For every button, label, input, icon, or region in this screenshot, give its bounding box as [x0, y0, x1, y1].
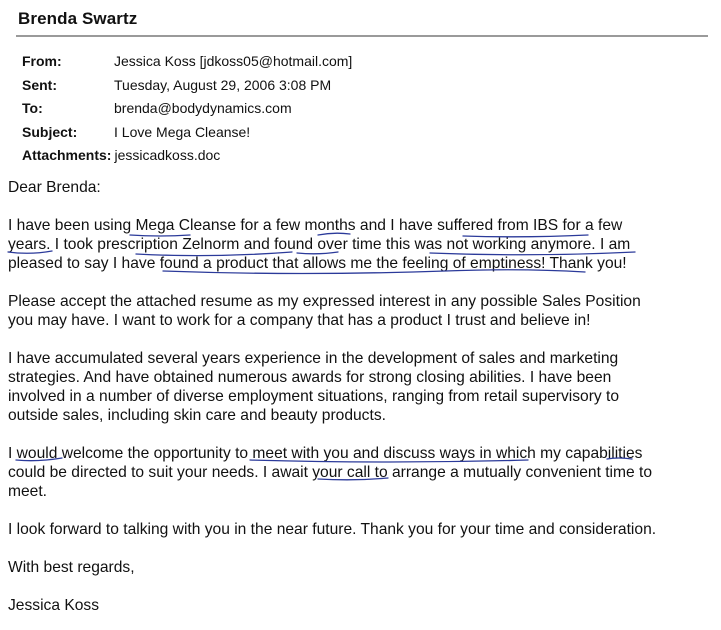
paragraph-2-line-2: you may have. I want to work for a company that has a product I trust and believe in! — [8, 312, 591, 329]
closing: With best regards, — [8, 559, 135, 576]
paragraph-3-line-4: outside sales, including skin care and beauty products. — [8, 407, 386, 424]
from-value: Jessica Koss [jdkoss05@hotmail.com] — [114, 53, 353, 69]
attachment-file[interactable]: jessicadkoss.doc — [114, 147, 221, 164]
sent-value: Tuesday, August 29, 2006 3:08 PM — [114, 76, 332, 93]
paragraph-4-line-1: I would welcome the opportunity to meet with you and discuss ways in which my capabilities — [8, 445, 643, 462]
from-label: From: — [22, 53, 62, 69]
sent-row — [22, 74, 352, 98]
mailbox-owner-name: Brenda Swartz — [18, 9, 138, 28]
subject-row — [22, 121, 352, 145]
to-label: To: — [22, 100, 43, 117]
signature: Jessica Koss — [8, 597, 99, 614]
paragraph-1-line-1: I have been using Mega Cleanse for a few months and I have suffered from IBS for a few — [8, 217, 623, 234]
paragraph-4-line-2: could be directed to suit your needs. I await your call to arrange a mutually convenient time to — [8, 464, 653, 481]
email-body — [8, 178, 713, 615]
email-header — [22, 50, 352, 168]
paragraph-1-line-2: years. I took prescription Zelnorm and found over time this was not working anymore. I am — [8, 236, 631, 253]
paragraph-2-line-1: Please accept the attached resume as my expressed interest in any possible Sales Position — [8, 293, 641, 310]
paragraph-3-line-3: involved in a number of diverse employment situations, ranging from retail supervisory to — [8, 388, 620, 405]
attachments-label: Attachments: — [22, 147, 112, 164]
subject-value: I Love Mega Cleanse! — [114, 123, 251, 140]
to-row — [22, 97, 352, 121]
to-value: brenda@bodydynamics.com — [114, 100, 292, 117]
paragraph-4-line-3: meet. — [8, 483, 47, 500]
paragraph-5: I look forward to talking with you in the near future. Thank you for your time and consideration. — [8, 521, 657, 538]
sent-label: Sent: — [22, 76, 57, 93]
paragraph-3-line-1: I have accumulated several years experience in the development of sales and marketing — [8, 350, 619, 367]
greeting: Dear Brenda: — [8, 179, 101, 196]
paragraph-3-line-2: strategies. And have obtained numerous awards for strong closing abilities. I have been — [8, 369, 612, 386]
header-divider — [16, 35, 708, 37]
from-row — [22, 50, 352, 74]
paragraph-1-line-3: pleased to say I have found a product that allows me the feeling of emptiness! Thank you! — [8, 255, 627, 272]
subject-label: Subject: — [22, 123, 78, 140]
attachments-row — [22, 144, 352, 168]
